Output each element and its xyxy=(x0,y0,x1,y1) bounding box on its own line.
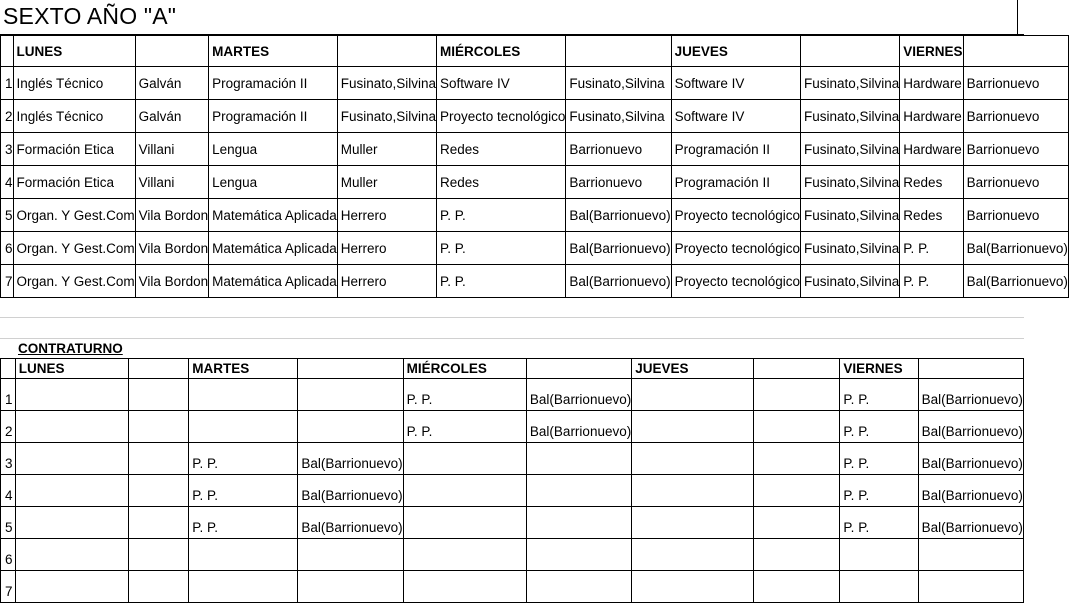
contraturno-cell[interactable] xyxy=(298,539,403,571)
contraturno-cell[interactable]: P. P. xyxy=(189,443,298,475)
schedule-cell[interactable]: P. P. xyxy=(437,232,566,265)
contraturno-cell[interactable] xyxy=(15,539,128,571)
contraturno-period-number[interactable]: 3 xyxy=(1,443,16,475)
schedule-cell[interactable]: Galván xyxy=(135,67,209,100)
schedule-cell[interactable]: Fusinato,Silvina xyxy=(800,133,899,166)
contraturno-cell[interactable] xyxy=(754,507,840,539)
contraturno-cell[interactable]: P. P. xyxy=(840,411,918,443)
schedule-cell[interactable]: Hardware xyxy=(900,67,963,100)
contraturno-cell[interactable]: Bal(Barrionuevo) xyxy=(298,443,403,475)
contraturno-cell[interactable] xyxy=(403,443,526,475)
contraturno-cell[interactable] xyxy=(632,571,754,603)
contraturno-day-header[interactable] xyxy=(526,359,631,379)
schedule-cell[interactable]: Hardware xyxy=(900,100,963,133)
contraturno-row xyxy=(1,475,1024,507)
contraturno-cell[interactable] xyxy=(15,571,128,603)
contraturno-cell[interactable] xyxy=(754,379,840,411)
contraturno-cell[interactable] xyxy=(632,475,754,507)
contraturno-cell[interactable] xyxy=(754,539,840,571)
contraturno-cell[interactable]: Bal(Barrionuevo) xyxy=(298,507,403,539)
contraturno-cell[interactable]: P. P. xyxy=(840,475,918,507)
page-title: SEXTO AÑO "A" xyxy=(3,3,177,29)
contraturno-cell[interactable] xyxy=(129,539,189,571)
schedule-row xyxy=(1,166,1069,199)
contraturno-day-header[interactable] xyxy=(754,359,840,379)
contraturno-period-number[interactable]: 5 xyxy=(1,507,16,539)
contraturno-day-header[interactable] xyxy=(918,359,1023,379)
schedule-cell[interactable]: P. P. xyxy=(900,232,963,265)
contraturno-cell[interactable] xyxy=(298,411,403,443)
contraturno-cell[interactable] xyxy=(129,379,189,411)
contraturno-cell[interactable] xyxy=(129,571,189,603)
contraturno-period-number[interactable]: 7 xyxy=(1,571,16,603)
schedule-day-header[interactable] xyxy=(337,36,436,67)
contraturno-cell[interactable]: Bal(Barrionuevo) xyxy=(918,507,1023,539)
schedule-header-row xyxy=(1,36,1069,67)
schedule-day-header[interactable] xyxy=(1,36,14,67)
schedule-cell[interactable]: Software IV xyxy=(671,100,800,133)
contraturno-row xyxy=(1,507,1024,539)
schedule-row xyxy=(1,100,1069,133)
schedule-cell[interactable]: Formación Etica xyxy=(13,133,135,166)
schedule-cell[interactable]: Bal(Barrionuevo) xyxy=(566,199,671,232)
contraturno-cell[interactable] xyxy=(189,379,298,411)
schedule-day-header[interactable] xyxy=(800,36,899,67)
schedule-cell[interactable]: Vila Bordon xyxy=(135,199,209,232)
contraturno-cell[interactable] xyxy=(129,507,189,539)
contraturno-cell[interactable] xyxy=(840,571,918,603)
spreadsheet-gridline xyxy=(0,317,1024,318)
schedule-cell[interactable]: Vila Bordon xyxy=(135,265,209,298)
schedule-cell[interactable]: Herrero xyxy=(337,232,436,265)
schedule-cell[interactable]: Lengua xyxy=(209,133,338,166)
contraturno-cell[interactable]: Bal(Barrionuevo) xyxy=(918,379,1023,411)
contraturno-day-header[interactable]: VIERNES xyxy=(840,359,918,379)
contraturno-cell[interactable]: P. P. xyxy=(403,411,526,443)
contraturno-table xyxy=(0,358,1024,603)
schedule-row xyxy=(1,133,1069,166)
schedule-cell[interactable]: Proyecto tecnológico xyxy=(671,232,800,265)
contraturno-day-header[interactable] xyxy=(298,359,403,379)
schedule-cell[interactable]: Barrionuevo xyxy=(566,166,671,199)
contraturno-day-header[interactable] xyxy=(1,359,16,379)
contraturno-cell[interactable]: P. P. xyxy=(840,379,918,411)
schedule-cell[interactable]: Barrionuevo xyxy=(963,133,1068,166)
contraturno-cell[interactable] xyxy=(129,411,189,443)
schedule-cell[interactable]: Programación II xyxy=(671,133,800,166)
schedule-cell[interactable]: Redes xyxy=(900,166,963,199)
schedule-cell[interactable]: Bal(Barrionuevo) xyxy=(963,265,1068,298)
schedule-cell[interactable]: Lengua xyxy=(209,166,338,199)
schedule-cell[interactable]: Programación II xyxy=(209,67,338,100)
contraturno-cell[interactable] xyxy=(632,411,754,443)
schedule-cell[interactable]: Barrionuevo xyxy=(963,67,1068,100)
contraturno-day-header[interactable]: JUEVES xyxy=(632,359,754,379)
schedule-cell[interactable]: Proyecto tecnológico xyxy=(437,100,566,133)
contraturno-cell[interactable] xyxy=(754,571,840,603)
contraturno-cell[interactable] xyxy=(403,507,526,539)
schedule-cell[interactable]: Fusinato,Silvina xyxy=(800,67,899,100)
contraturno-day-header[interactable]: MIÉRCOLES xyxy=(403,359,526,379)
schedule-day-header[interactable]: LUNES xyxy=(13,36,135,67)
schedule-cell[interactable]: Matemática Aplicada xyxy=(209,199,338,232)
contraturno-cell[interactable] xyxy=(632,539,754,571)
contraturno-cell[interactable] xyxy=(754,411,840,443)
contraturno-day-header[interactable] xyxy=(129,359,189,379)
contraturno-cell[interactable] xyxy=(403,539,526,571)
contraturno-period-number[interactable]: 1 xyxy=(1,379,16,411)
schedule-cell[interactable]: Barrionuevo xyxy=(566,133,671,166)
contraturno-cell[interactable] xyxy=(632,507,754,539)
contraturno-cell[interactable] xyxy=(754,443,840,475)
contraturno-row xyxy=(1,379,1024,411)
contraturno-cell[interactable] xyxy=(754,475,840,507)
contraturno-cell[interactable] xyxy=(15,379,128,411)
schedule-day-header[interactable]: MIÉRCOLES xyxy=(437,36,566,67)
contraturno-cell[interactable]: Bal(Barrionuevo) xyxy=(298,475,403,507)
contraturno-cell[interactable] xyxy=(15,443,128,475)
schedule-cell[interactable]: Fusinato,Silvina xyxy=(566,67,671,100)
schedule-cell[interactable]: Villani xyxy=(135,133,209,166)
contraturno-cell[interactable] xyxy=(632,379,754,411)
contraturno-row xyxy=(1,443,1024,475)
schedule-cell[interactable]: Vila Bordon xyxy=(135,232,209,265)
contraturno-cell[interactable]: Bal(Barrionuevo) xyxy=(918,443,1023,475)
schedule-cell[interactable]: Inglés Técnico xyxy=(13,67,135,100)
contraturno-cell[interactable] xyxy=(298,379,403,411)
schedule-cell[interactable]: Matemática Aplicada xyxy=(209,232,338,265)
schedule-table xyxy=(0,35,1069,298)
schedule-row xyxy=(1,232,1069,265)
contraturno-cell[interactable] xyxy=(918,571,1023,603)
contraturno-cell[interactable]: Bal(Barrionuevo) xyxy=(918,475,1023,507)
contraturno-cell[interactable]: Bal(Barrionuevo) xyxy=(526,411,631,443)
schedule-cell[interactable]: Fusinato,Silvina xyxy=(800,232,899,265)
contraturno-cell[interactable]: P. P. xyxy=(840,443,918,475)
contraturno-cell[interactable]: Bal(Barrionuevo) xyxy=(526,379,631,411)
schedule-cell[interactable]: Proyecto tecnológico xyxy=(671,265,800,298)
contraturno-cell[interactable] xyxy=(15,475,128,507)
schedule-day-header[interactable] xyxy=(566,36,671,67)
contraturno-cell[interactable] xyxy=(526,507,631,539)
contraturno-day-header[interactable]: MARTES xyxy=(189,359,298,379)
contraturno-cell[interactable] xyxy=(403,475,526,507)
schedule-period-number[interactable]: 2 xyxy=(1,100,14,133)
schedule-day-header[interactable] xyxy=(963,36,1068,67)
contraturno-period-number[interactable]: 6 xyxy=(1,539,16,571)
schedule-day-header[interactable]: MARTES xyxy=(209,36,338,67)
schedule-cell[interactable]: Galván xyxy=(135,100,209,133)
schedule-cell[interactable]: Software IV xyxy=(437,67,566,100)
schedule-cell[interactable]: Barrionuevo xyxy=(963,166,1068,199)
schedule-cell[interactable]: Organ. Y Gest.Com xyxy=(13,265,135,298)
schedule-cell[interactable]: Software IV xyxy=(671,67,800,100)
schedule-cell[interactable]: Fusinato,Silvina xyxy=(337,100,436,133)
contraturno-cell[interactable] xyxy=(840,539,918,571)
schedule-cell[interactable]: Fusinato,Silvina xyxy=(337,67,436,100)
contraturno-cell[interactable] xyxy=(526,443,631,475)
schedule-cell[interactable]: Organ. Y Gest.Com xyxy=(13,199,135,232)
schedule-cell[interactable]: Muller xyxy=(337,166,436,199)
schedule-cell[interactable]: Muller xyxy=(337,133,436,166)
contraturno-cell[interactable] xyxy=(15,411,128,443)
schedule-cell[interactable]: Fusinato,Silvina xyxy=(800,100,899,133)
schedule-cell[interactable]: Fusinato,Silvina xyxy=(800,265,899,298)
contraturno-cell[interactable] xyxy=(189,539,298,571)
schedule-cell[interactable]: Fusinato,Silvina xyxy=(566,100,671,133)
contraturno-period-number[interactable]: 2 xyxy=(1,411,16,443)
contraturno-row xyxy=(1,539,1024,571)
contraturno-cell[interactable] xyxy=(129,475,189,507)
spreadsheet-gridline xyxy=(0,338,1024,339)
schedule-cell[interactable]: Inglés Técnico xyxy=(13,100,135,133)
schedule-cell[interactable]: Fusinato,Silvina xyxy=(800,166,899,199)
schedule-period-number[interactable]: 5 xyxy=(1,199,14,232)
contraturno-cell[interactable]: P. P. xyxy=(840,507,918,539)
contraturno-cell[interactable] xyxy=(403,571,526,603)
schedule-cell[interactable]: P. P. xyxy=(437,265,566,298)
schedule-cell[interactable]: Formación Etica xyxy=(13,166,135,199)
schedule-cell[interactable]: Herrero xyxy=(337,265,436,298)
schedule-cell[interactable]: Barrionuevo xyxy=(963,100,1068,133)
schedule-period-number[interactable]: 4 xyxy=(1,166,14,199)
contraturno-day-header[interactable]: LUNES xyxy=(15,359,128,379)
contraturno-period-number[interactable]: 4 xyxy=(1,475,16,507)
schedule-row xyxy=(1,199,1069,232)
schedule-cell[interactable]: Redes xyxy=(437,166,566,199)
contraturno-cell[interactable] xyxy=(526,571,631,603)
contraturno-cell[interactable] xyxy=(526,539,631,571)
schedule-row xyxy=(1,67,1069,100)
schedule-cell[interactable]: Herrero xyxy=(337,199,436,232)
schedule-cell[interactable]: Redes xyxy=(900,199,963,232)
contraturno-label: CONTRATURNO xyxy=(18,341,123,356)
schedule-period-number[interactable]: 1 xyxy=(1,67,14,100)
schedule-cell[interactable]: Matemática Aplicada xyxy=(209,265,338,298)
schedule-cell[interactable]: Bal(Barrionuevo) xyxy=(566,265,671,298)
contraturno-cell[interactable] xyxy=(918,539,1023,571)
schedule-cell[interactable]: Redes xyxy=(437,133,566,166)
schedule-day-header[interactable] xyxy=(135,36,209,67)
schedule-period-number[interactable]: 6 xyxy=(1,232,14,265)
schedule-day-header[interactable]: JUEVES xyxy=(671,36,800,67)
title-right-border xyxy=(1017,0,1018,34)
schedule-cell[interactable]: P. P. xyxy=(900,265,963,298)
schedule-cell[interactable]: Hardware xyxy=(900,133,963,166)
contraturno-cell[interactable] xyxy=(129,443,189,475)
contraturno-row xyxy=(1,411,1024,443)
contraturno-row xyxy=(1,571,1024,603)
schedule-day-header[interactable]: VIERNES xyxy=(900,36,963,67)
contraturno-cell[interactable] xyxy=(526,475,631,507)
contraturno-cell[interactable] xyxy=(632,443,754,475)
contraturno-cell[interactable] xyxy=(189,411,298,443)
contraturno-cell[interactable] xyxy=(298,571,403,603)
schedule-cell[interactable]: P. P. xyxy=(437,199,566,232)
contraturno-cell[interactable]: Bal(Barrionuevo) xyxy=(918,411,1023,443)
schedule-cell[interactable]: Organ. Y Gest.Com xyxy=(13,232,135,265)
schedule-cell[interactable]: Proyecto tecnológico xyxy=(671,199,800,232)
schedule-period-number[interactable]: 3 xyxy=(1,133,14,166)
contraturno-cell[interactable]: P. P. xyxy=(189,475,298,507)
contraturno-cell[interactable]: P. P. xyxy=(189,507,298,539)
contraturno-cell[interactable]: P. P. xyxy=(403,379,526,411)
schedule-cell[interactable]: Programación II xyxy=(671,166,800,199)
schedule-cell[interactable]: Barrionuevo xyxy=(963,199,1068,232)
schedule-cell[interactable]: Programación II xyxy=(209,100,338,133)
schedule-cell[interactable]: Bal(Barrionuevo) xyxy=(963,232,1068,265)
schedule-cell[interactable]: Fusinato,Silvina xyxy=(800,199,899,232)
contraturno-cell[interactable] xyxy=(189,571,298,603)
schedule-period-number[interactable]: 7 xyxy=(1,265,14,298)
schedule-row xyxy=(1,265,1069,298)
schedule-cell[interactable]: Bal(Barrionuevo) xyxy=(566,232,671,265)
contraturno-header-row xyxy=(1,359,1024,379)
schedule-cell[interactable]: Villani xyxy=(135,166,209,199)
contraturno-cell[interactable] xyxy=(15,507,128,539)
